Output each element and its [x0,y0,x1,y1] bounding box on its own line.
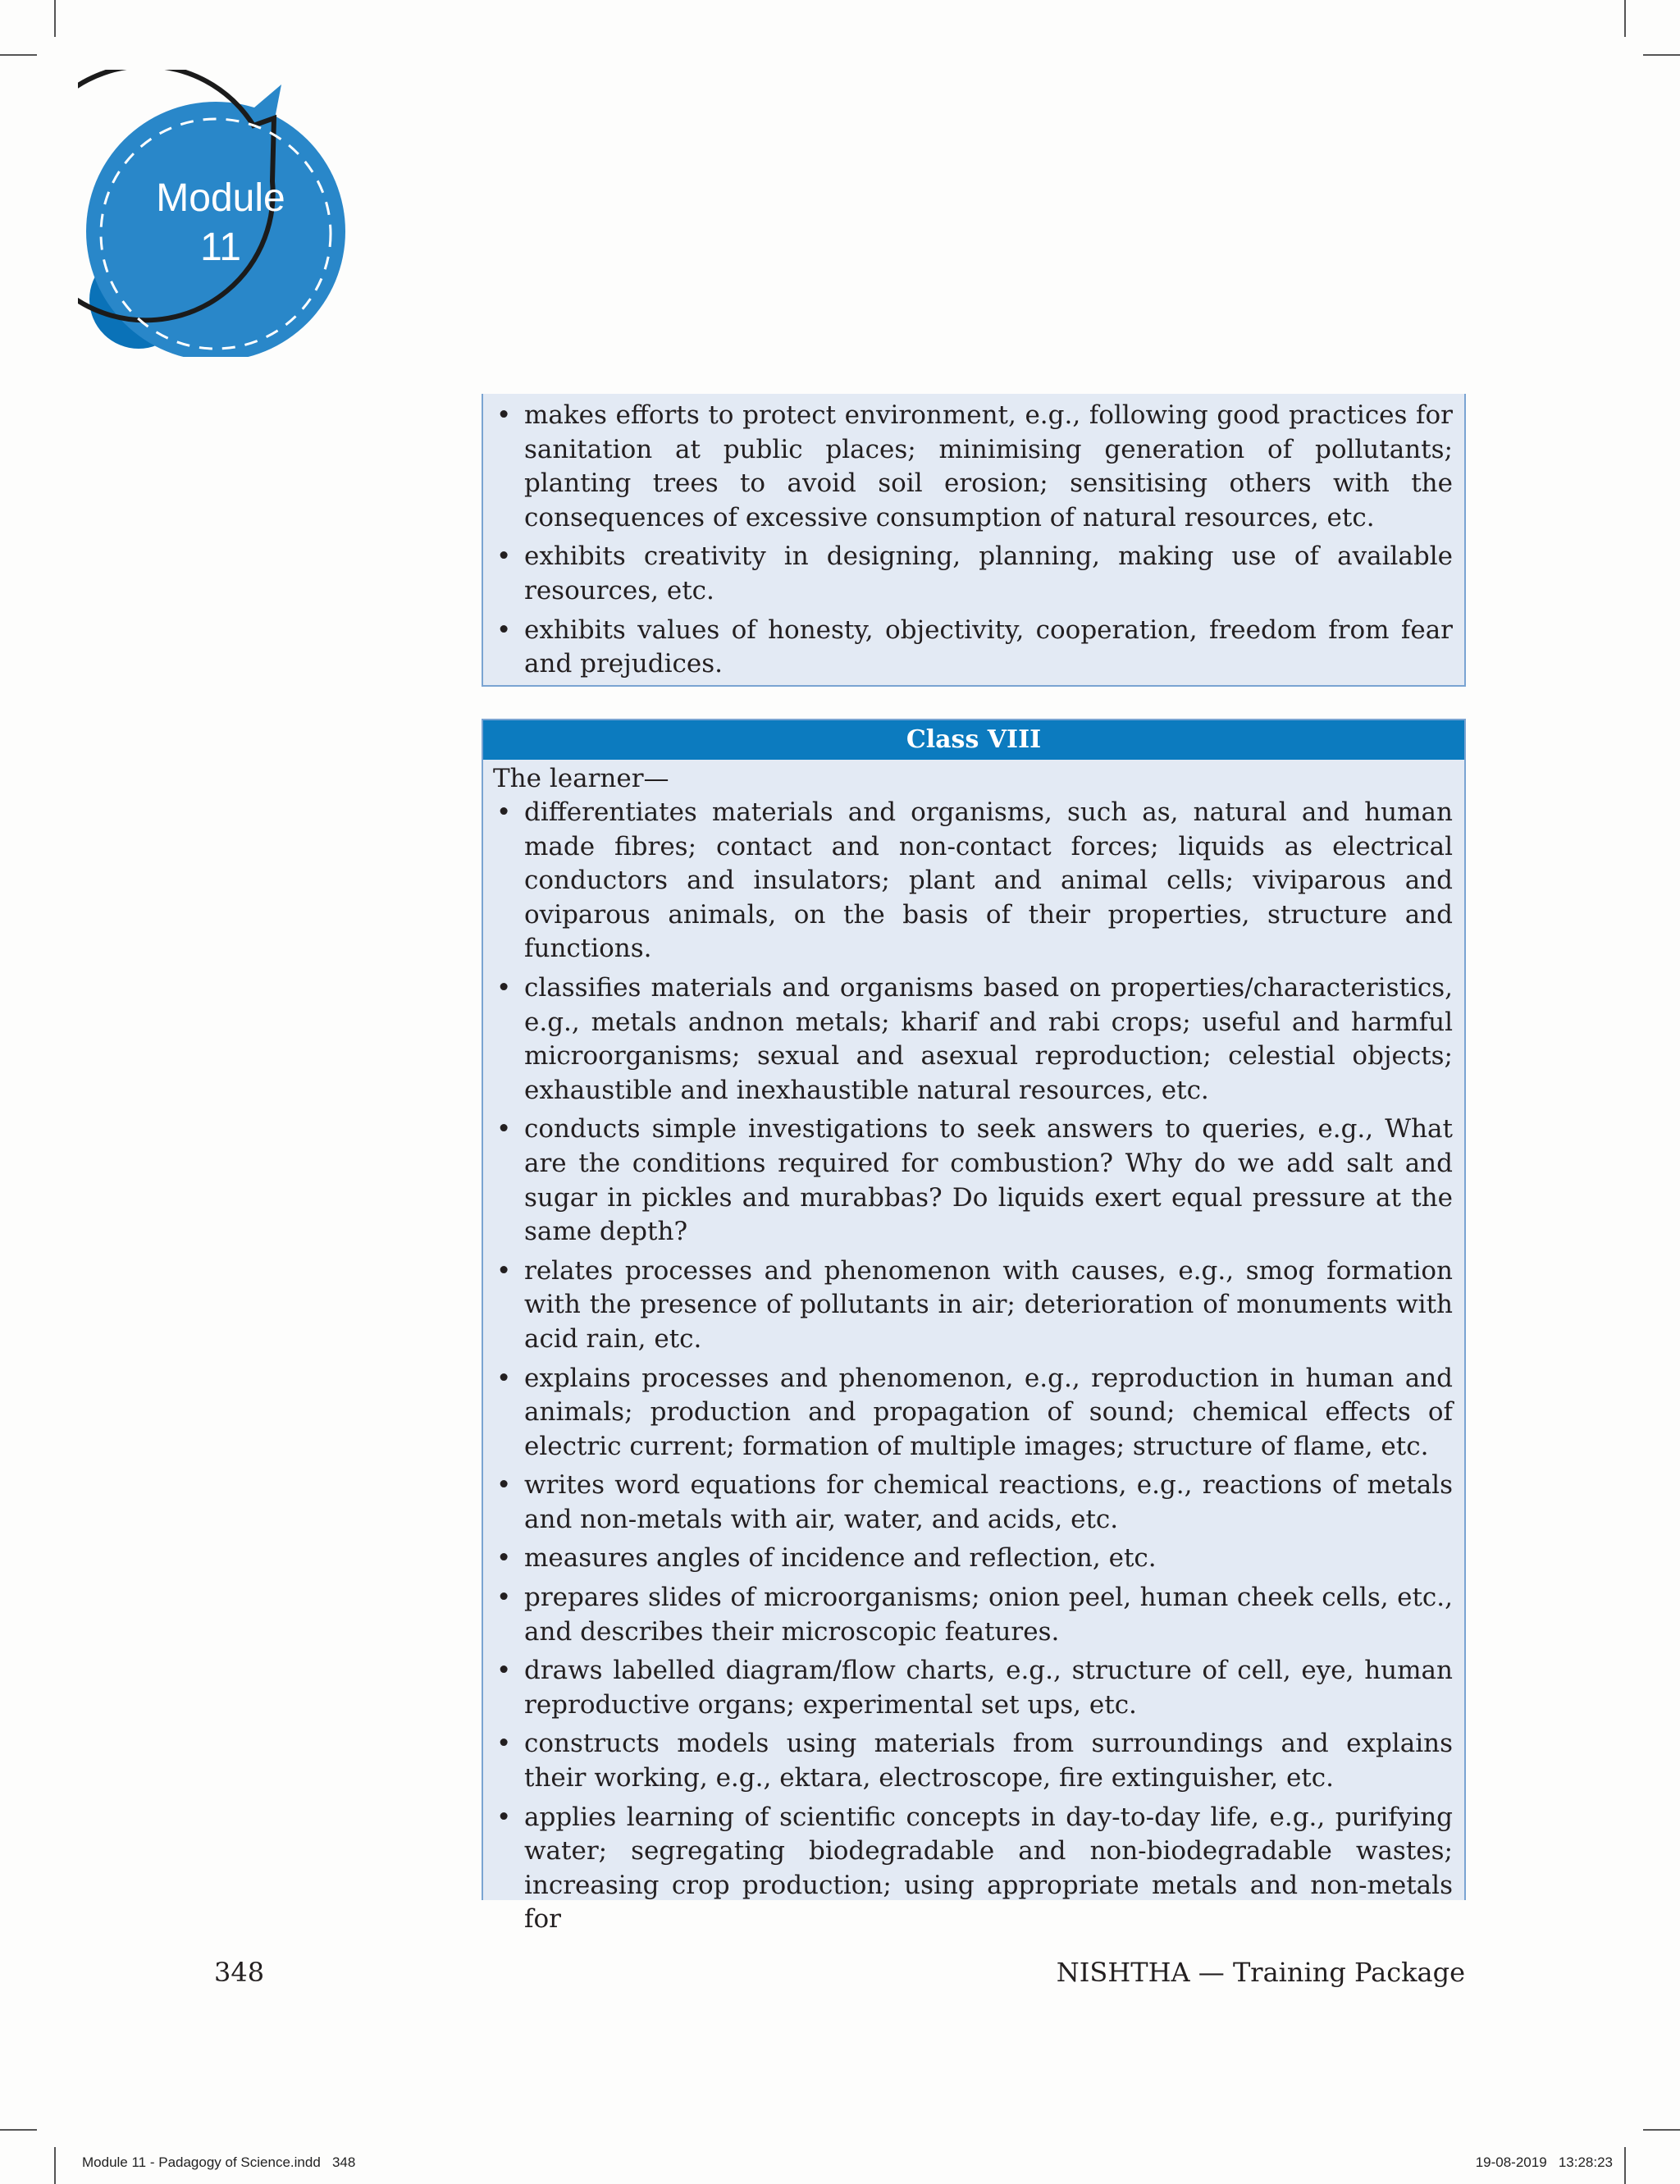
list-item: • explains processes and phenomenon, e.g., reproduction in human and animals; production and propagation of sound; chemical effects of electric current; formation of multiple images; structure of flame, etc. [493,1362,1453,1464]
crop-mark [54,0,56,37]
page-number: 348 [214,1957,265,1988]
crop-mark [0,54,37,56]
list-item: • draws labelled diagram/flow charts, e.g., structure of cell, eye, human reproductive organs; experimental set ups, etc. [493,1654,1453,1722]
crop-mark [1624,2147,1626,2184]
crop-mark [0,2129,37,2131]
slug-file-name: Module 11 - Padagogy of Science.indd 348 [82,2154,356,2170]
outcomes-continued-list [483,394,1464,682]
slug-timestamp: 19-08-2019 13:28:23 [1475,2154,1613,2170]
crop-mark [1643,54,1680,56]
list-item: • makes efforts to protect environment, e.g., following good practices for sanitation at public places; minimising generation of pollutants; planting trees to avoid soil erosion; sensitising others with the consequences of excessive consumption of natural resources, etc. [493,399,1453,535]
class-viii-header: Class VIII [483,720,1464,760]
list-item: • writes word equations for chemical reactions, e.g., reactions of metals and non-metals with air, water, and acids, etc. [493,1469,1453,1537]
list-item: • differentiates materials and organisms, such as, natural and human made fibres; contact and non-contact forces; liquids as electrical conductors and insulators; plant and animal cells; viviparous and oviparous animals, on the basis of their properties, structure and functions. [493,796,1453,966]
learner-intro: The learner— [493,764,669,793]
module-word: Module [156,176,285,220]
crop-mark [54,2147,56,2184]
crop-mark [1624,0,1626,37]
list-item: • relates processes and phenomenon with causes, e.g., smog formation with the presence of pollutants in air; deterioration of monuments with acid rain, etc. [493,1254,1453,1357]
running-title: NISHTHA — Training Package [1056,1957,1465,1988]
module-number: 11 [200,226,241,269]
list-item: • exhibits creativity in designing, planning, making use of available resources, etc. [493,540,1453,608]
crop-mark [1643,2129,1680,2131]
list-item: • applies learning of scientific concepts in day-to-day life, e.g., purifying water; segregating biodegradable and non-biodegradable wastes; increasing crop production; using appropriate metals and non-metals for [493,1801,1453,1937]
class-viii-box [482,719,1466,1935]
list-item: • prepares slides of microorganisms; onion peel, human cheek cells, etc., and describes their microscopic features. [493,1581,1453,1649]
list-item: • classifies materials and organisms based on properties/characteristics, e.g., metals andnon metals; kharif and rabi crops; useful and harmful microorganisms; sexual and asexual reproduction; celestial objects; exhaustible and inexhaustible natural resources, etc. [493,971,1453,1108]
outcomes-continued-box [482,394,1466,687]
module-label [105,174,336,272]
list-item: • constructs models using materials from surroundings and explains their working, e.g., ektara, electroscope, fire extinguisher, etc. [493,1727,1453,1795]
list-item: • measures angles of incidence and reflection, etc. [493,1542,1453,1576]
class-viii-list [483,796,1464,1937]
list-item: • conducts simple investigations to seek answers to queries, e.g., What are the conditions required for combustion? Why do we add salt and sugar in pickles and murabbas? Do liquids exert equal pressure at the same depth? [493,1113,1453,1249]
list-item: • exhibits values of honesty, objectivity, cooperation, freedom from fear and prejudices. [493,614,1453,682]
